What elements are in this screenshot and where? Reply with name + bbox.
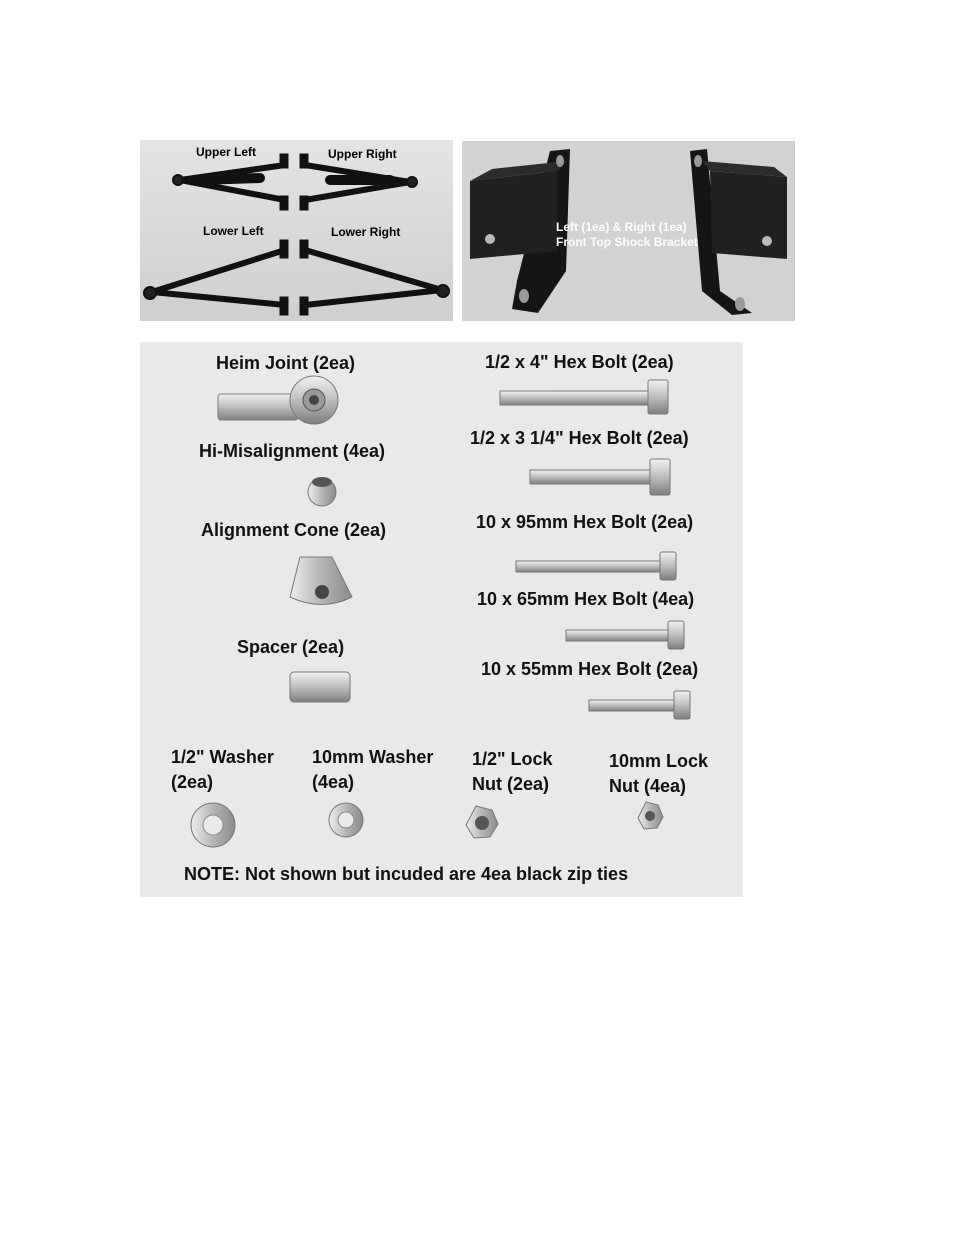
shock-bracket-photo — [462, 141, 795, 321]
zip-ties-note: NOTE: Not shown but incuded are 4ea black zip ties — [184, 864, 629, 884]
bracket-label — [556, 220, 716, 250]
washer-half-label — [171, 745, 274, 795]
upper-right-label: Upper Right — [328, 147, 397, 161]
washer-half-label-line1: 1/2" Washer — [171, 747, 274, 767]
bolt-10x55-label: 10 x 55mm Hex Bolt (2ea) — [481, 659, 699, 679]
spacer — [290, 672, 350, 702]
locknut-10mm-label-line1: 10mm Lock — [609, 751, 709, 771]
bracket-label-line2: Front Top Shock Bracket — [556, 235, 698, 249]
washer-10mm-label — [312, 745, 433, 795]
bolt-half-3-25-label: 1/2 x 3 1/4" Hex Bolt (2ea) — [470, 428, 689, 448]
lower-left-label: Lower Left — [203, 224, 264, 238]
spacer-label: Spacer (2ea) — [237, 637, 345, 657]
locknut-half-label-line2: Nut (2ea) — [472, 774, 550, 794]
bolt-10x65-label: 10 x 65mm Hex Bolt (4ea) — [477, 589, 695, 609]
washer-10mm-label-line1: 10mm Washer — [312, 747, 434, 767]
a-arms-illustration — [140, 140, 453, 321]
alignment-cone-label: Alignment Cone (2ea) — [201, 520, 387, 540]
washer-half-label-line2: (2ea) — [171, 772, 214, 792]
washer-10mm — [329, 803, 363, 837]
washer-half — [191, 803, 235, 847]
heim-joint-label: Heim Joint (2ea) — [216, 353, 356, 373]
bolt-half-4-label: 1/2 x 4" Hex Bolt (2ea) — [485, 352, 674, 372]
upper-left-label: Upper Left — [196, 145, 256, 159]
hardware-parts-photo — [140, 342, 743, 897]
hi-misalignment-label: Hi-Misalignment (4ea) — [199, 441, 386, 461]
a-arms-photo — [140, 140, 453, 321]
locknut-10mm-label-line2: Nut (4ea) — [609, 776, 687, 796]
bracket-label-line1: Left (1ea) & Right (1ea) — [556, 220, 687, 234]
locknut-10mm-label — [609, 749, 708, 799]
lower-right-label: Lower Right — [331, 225, 401, 239]
hi-misalignment — [308, 477, 336, 506]
washer-10mm-label-line2: (4ea) — [312, 772, 355, 792]
locknut-half-label — [472, 747, 553, 797]
bolt-10x95-label: 10 x 95mm Hex Bolt (2ea) — [476, 512, 694, 532]
locknut-half-label-line1: 1/2" Lock — [472, 749, 553, 769]
